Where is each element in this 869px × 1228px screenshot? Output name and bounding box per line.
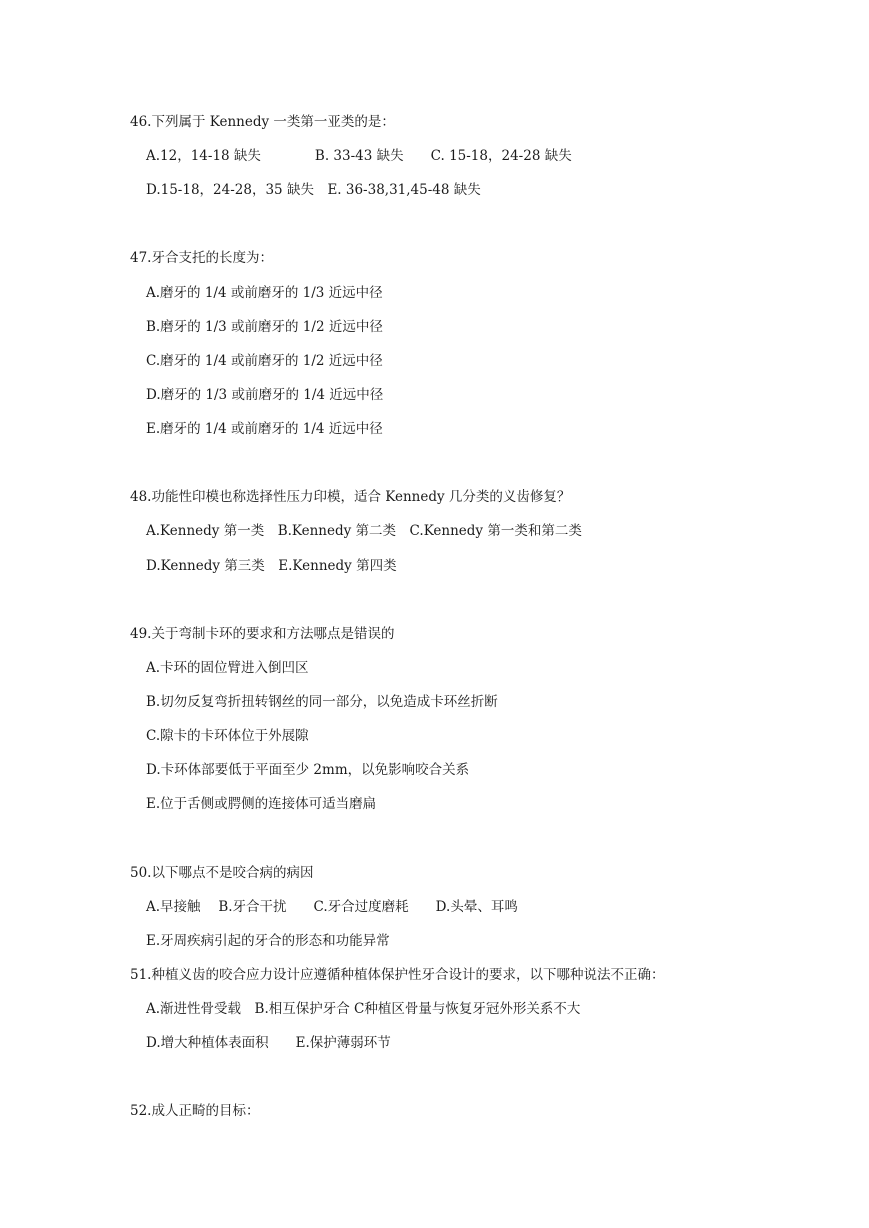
question-47-stem: 47.牙合支托的长度为： <box>130 250 273 266</box>
question-51-stem: 51.种植义齿的咬合应力设计应遵循种植体保护性牙合设计的要求，以下哪种说法不正确： <box>130 967 665 983</box>
question-49-option-a: A.卡环的固位臂进入倒凹区 <box>146 660 309 676</box>
question-50-stem: 50.以下哪点不是咬合病的病因 <box>130 865 314 881</box>
question-46-options-line-1: A.12，14-18 缺失 B. 33-43 缺失 C. 15-18，24-28 缺失 <box>146 148 572 164</box>
question-49-option-b: B.切勿反复弯折扭转钢丝的同一部分，以免造成卡环丝折断 <box>146 694 498 710</box>
question-49-option-e: E.位于舌侧或腭侧的连接体可适当磨扁 <box>146 796 377 812</box>
question-48-options-line-1: A.Kennedy 第一类 B.Kennedy 第二类 C.Kennedy 第一类和第二类 <box>146 523 582 539</box>
question-52-stem: 52.成人正畸的目标： <box>130 1103 260 1119</box>
question-49-stem: 49.关于弯制卡环的要求和方法哪点是错误的 <box>130 626 395 642</box>
question-47-option-e: E.磨牙的 1/4 或前磨牙的 1/4 近远中径 <box>146 421 383 437</box>
question-49-option-d: D.卡环体部要低于平面至少 2mm，以免影响咬合关系 <box>146 762 470 778</box>
question-47-option-a: A.磨牙的 1/4 或前磨牙的 1/3 近远中径 <box>146 285 383 301</box>
question-51-options-line-1: A.渐进性骨受载 B.相互保护牙合 C种植区骨量与恢复牙冠外形关系不大 <box>146 1001 581 1017</box>
question-47-option-c: C.磨牙的 1/4 或前磨牙的 1/2 近远中径 <box>146 353 383 369</box>
question-50-options-line-2: E.牙周疾病引起的牙合的形态和功能异常 <box>146 933 390 949</box>
question-46-stem: 46.下列属于 Kennedy 一类第一亚类的是： <box>130 114 395 130</box>
question-47-option-b: B.磨牙的 1/3 或前磨牙的 1/2 近远中径 <box>146 319 383 335</box>
question-46-options-line-2: D.15-18，24-28，35 缺失 E. 36-38,31,45-48 缺失 <box>146 182 481 198</box>
question-50-options-line-1: A.早接触 B.牙合干扰 C.牙合过度磨耗 D.头晕、耳鸣 <box>146 899 518 915</box>
question-48-options-line-2: D.Kennedy 第三类 E.Kennedy 第四类 <box>146 558 397 574</box>
question-47-option-d: D.磨牙的 1/3 或前磨牙的 1/4 近远中径 <box>146 387 384 403</box>
question-49-option-c: C.隙卡的卡环体位于外展隙 <box>146 728 309 744</box>
question-48-stem: 48.功能性印模也称选择性压力印模，适合 Kennedy 几分类的义齿修复？ <box>130 489 571 505</box>
question-51-options-line-2: D.增大种植体表面积 E.保护薄弱环节 <box>146 1035 391 1051</box>
